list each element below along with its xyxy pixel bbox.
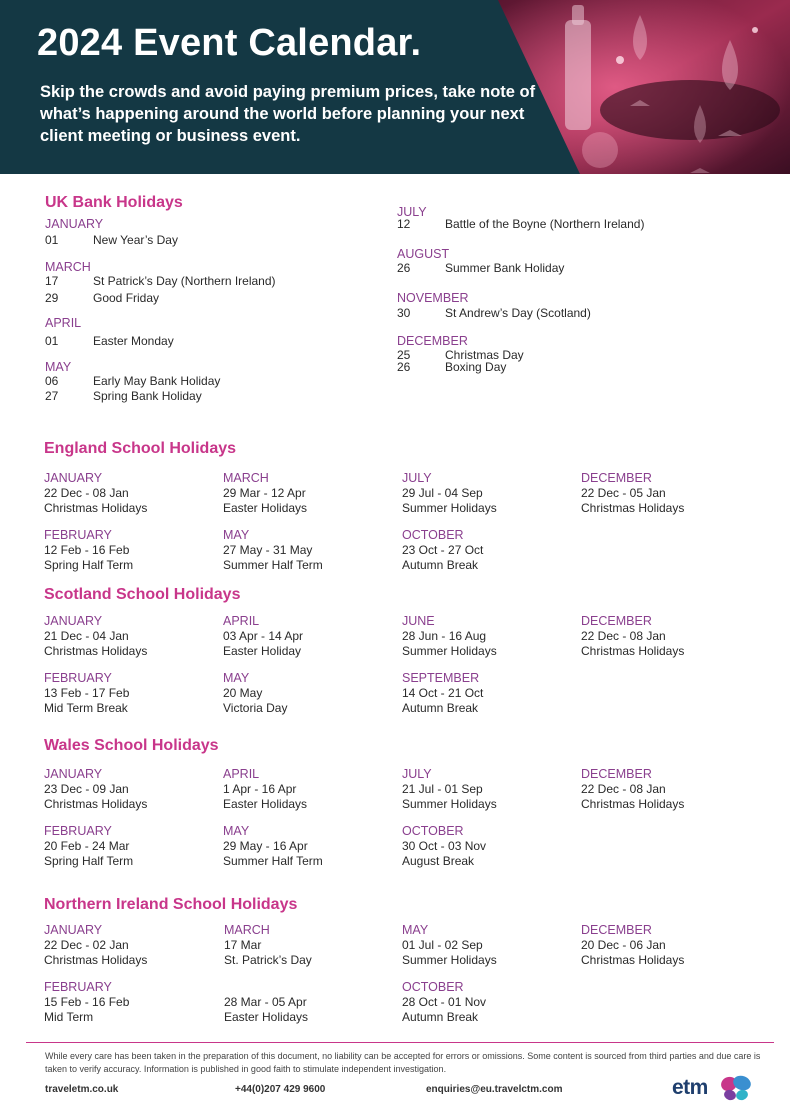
uk-row: [45, 374, 220, 388]
holiday-name: Summer Holidays: [402, 953, 497, 967]
holiday-name: Spring Half Term: [44, 854, 134, 868]
holiday-name: Christmas Holidays: [581, 953, 685, 967]
date-range: 29 Jul - 04 Sep: [402, 486, 483, 500]
england-block: [44, 471, 147, 516]
wales-block: [44, 824, 133, 869]
month-label: MAY: [402, 923, 429, 937]
uk-holiday: St Andrew’s Day (Scotland): [445, 306, 591, 320]
scotland-holidays-title: Scotland School Holidays: [44, 586, 241, 603]
month-label: OCTOBER: [402, 980, 464, 994]
england-holidays-title: England School Holidays: [44, 440, 237, 457]
month-label: APRIL: [223, 767, 260, 781]
disclaimer-text: While every care has been taken in the preparation of this document, no liability can be accepted for errors or omissions. Some content is sourced from third parties and due care is taken to verify accuracy. Information is published in good faith to stimulate independent investigation.: [45, 1051, 761, 1074]
holiday-name: St. Patrick’s Day: [224, 953, 312, 967]
month-label: JANUARY: [44, 923, 103, 937]
uk-holiday: Summer Bank Holiday: [445, 261, 565, 275]
scotland-block: [581, 614, 684, 659]
header-banner: [0, 0, 790, 174]
holiday-name: Victoria Day: [223, 701, 288, 715]
uk-row: [397, 261, 564, 275]
date-range: 20 May: [223, 686, 263, 700]
uk-row: [45, 274, 276, 288]
uk-month-may: MAY: [45, 360, 72, 374]
date-range: 22 Dec - 08 Jan: [581, 629, 666, 643]
wales-block: [44, 767, 147, 812]
ni-block: [581, 923, 684, 968]
holiday-name: Easter Holidays: [224, 1010, 309, 1024]
uk-month-march: MARCH: [45, 260, 91, 274]
uk-date: 29: [45, 291, 59, 305]
ni-block: [44, 923, 147, 968]
holiday-name: Christmas Holidays: [581, 501, 685, 515]
date-range: 22 Dec - 02 Jan: [44, 938, 129, 952]
holiday-name: Autumn Break: [402, 558, 479, 572]
month-label: MARCH: [223, 471, 269, 485]
month-label: DECEMBER: [581, 767, 652, 781]
month-label: MAY: [223, 824, 250, 838]
uk-row: [45, 291, 159, 305]
phone-number[interactable]: +44(0)207 429 9600: [235, 1084, 326, 1095]
scotland-block: [44, 614, 147, 659]
butterfly-icon: [718, 1074, 754, 1104]
date-range: 22 Dec - 08 Jan: [581, 782, 666, 796]
uk-holiday: Boxing Day: [445, 360, 507, 374]
ni-block: [44, 980, 129, 1025]
date-range: 01 Jul - 02 Sep: [402, 938, 483, 952]
date-range: 21 Jul - 01 Sep: [402, 782, 483, 796]
month-label: OCTOBER: [402, 824, 464, 838]
holiday-name: Summer Holidays: [402, 501, 497, 515]
month-label: JULY: [402, 471, 432, 485]
holiday-name: Christmas Holidays: [581, 644, 685, 658]
scotland-block: [223, 671, 287, 716]
uk-holiday: Spring Bank Holiday: [93, 389, 202, 403]
month-label: FEBRUARY: [44, 980, 112, 994]
date-range: 03 Apr - 14 Apr: [223, 629, 304, 643]
date-range: 22 Dec - 05 Jan: [581, 486, 666, 500]
uk-date: 26: [397, 261, 411, 275]
date-range: 30 Oct - 03 Nov: [402, 839, 487, 853]
england-block: [402, 471, 497, 516]
date-range: 21 Dec - 04 Jan: [44, 629, 129, 643]
uk-month-august: AUGUST: [397, 247, 450, 261]
date-range: 17 Mar: [224, 938, 262, 952]
date-range: 28 Jun - 16 Aug: [402, 629, 487, 643]
date-range: 28 Mar - 05 Apr: [224, 995, 307, 1009]
date-range: 28 Oct - 01 Nov: [402, 995, 487, 1009]
month-label: JUNE: [402, 614, 435, 628]
scotland-block: [223, 614, 303, 659]
uk-row: [45, 233, 178, 247]
uk-date: 27: [45, 389, 59, 403]
holiday-name: August Break: [402, 854, 475, 868]
uk-month-january: JANUARY: [45, 217, 104, 231]
uk-date: 25: [397, 348, 411, 362]
date-range: 12 Feb - 16 Feb: [44, 543, 130, 557]
ni-block: [224, 980, 308, 1025]
ni-holidays-title: Northern Ireland School Holidays: [44, 896, 298, 913]
date-range: 22 Dec - 08 Jan: [44, 486, 129, 500]
month-label: JANUARY: [44, 471, 103, 485]
uk-holiday: Early May Bank Holiday: [93, 374, 221, 388]
date-range: 14 Oct - 21 Oct: [402, 686, 484, 700]
england-block: [44, 528, 133, 573]
month-label: MAY: [223, 671, 250, 685]
uk-month-december: DECEMBER: [397, 334, 468, 348]
uk-date: 12: [397, 217, 411, 231]
wales-block: [581, 767, 684, 812]
uk-month-april: APRIL: [45, 316, 82, 330]
uk-row: [397, 306, 591, 320]
wales-block: [223, 824, 323, 869]
uk-date: 01: [45, 334, 59, 348]
england-block: [223, 528, 323, 573]
date-range: 27 May - 31 May: [223, 543, 313, 557]
month-label: FEBRUARY: [44, 824, 112, 838]
month-label: MARCH: [224, 923, 270, 937]
holiday-name: Christmas Holidays: [44, 501, 148, 515]
holiday-name: Summer Half Term: [223, 558, 323, 572]
month-label: DECEMBER: [581, 614, 652, 628]
holiday-name: Summer Holidays: [402, 797, 497, 811]
month-label: JANUARY: [44, 614, 103, 628]
holiday-name: Easter Holidays: [223, 501, 308, 515]
uk-date: 17: [45, 274, 59, 288]
month-label: [224, 980, 308, 995]
holiday-name: Mid Term Break: [44, 701, 128, 715]
uk-date: 30: [397, 306, 411, 320]
uk-row: [397, 360, 506, 374]
wales-block: [402, 767, 497, 812]
uk-holiday: Easter Monday: [93, 334, 174, 348]
date-range: 1 Apr - 16 Apr: [223, 782, 297, 796]
etm-logo: [672, 1074, 756, 1106]
scotland-block: [44, 671, 129, 716]
month-label: SEPTEMBER: [402, 671, 480, 685]
date-range: 23 Oct - 27 Oct: [402, 543, 484, 557]
month-label: MAY: [223, 528, 250, 542]
date-range: 20 Feb - 24 Mar: [44, 839, 130, 853]
uk-date: 06: [45, 374, 59, 388]
uk-row: [45, 334, 174, 348]
uk-date: 26: [397, 360, 411, 374]
uk-holiday: Battle of the Boyne (Northern Ireland): [445, 217, 645, 231]
uk-holiday: New Year’s Day: [93, 233, 178, 247]
wales-block: [223, 767, 307, 812]
month-label: APRIL: [223, 614, 260, 628]
page-title: 2024 Event Calendar.: [37, 22, 422, 64]
footer-divider: [26, 1042, 774, 1043]
holiday-name: Spring Half Term: [44, 558, 134, 572]
wales-block: [402, 824, 486, 869]
holiday-name: Christmas Holidays: [581, 797, 685, 811]
scotland-block: [402, 671, 483, 716]
uk-bank-holidays-title: UK Bank Holidays: [45, 194, 183, 211]
month-label: OCTOBER: [402, 528, 464, 542]
month-label: FEBRUARY: [44, 528, 112, 542]
holiday-name: Summer Half Term: [223, 854, 323, 868]
holiday-name: Easter Holiday: [223, 644, 302, 658]
date-range: 23 Dec - 09 Jan: [44, 782, 129, 796]
england-block: [402, 528, 483, 573]
date-range: 13 Feb - 17 Feb: [44, 686, 130, 700]
uk-date: 01: [45, 233, 59, 247]
holiday-name: Christmas Holidays: [44, 953, 148, 967]
month-label: JANUARY: [44, 767, 103, 781]
date-range: 29 May - 16 Apr: [223, 839, 308, 853]
holiday-name: Autumn Break: [402, 1010, 479, 1024]
uk-month-november: NOVEMBER: [397, 291, 469, 305]
month-label: DECEMBER: [581, 923, 652, 937]
england-block: [223, 471, 307, 516]
holiday-name: Autumn Break: [402, 701, 479, 715]
month-label: DECEMBER: [581, 471, 652, 485]
uk-month-july: JULY: [397, 205, 427, 219]
ni-block: [402, 980, 486, 1025]
date-range: 15 Feb - 16 Feb: [44, 995, 130, 1009]
holiday-name: Summer Holidays: [402, 644, 497, 658]
england-block: [581, 471, 684, 516]
uk-holiday: St Patrick’s Day (Northern Ireland): [93, 274, 276, 288]
scotland-block: [402, 614, 497, 659]
holiday-name: Easter Holidays: [223, 797, 308, 811]
month-label: FEBRUARY: [44, 671, 112, 685]
date-range: 29 Mar - 12 Apr: [223, 486, 306, 500]
date-range: 20 Dec - 06 Jan: [581, 938, 666, 952]
holiday-name: Christmas Holidays: [44, 644, 148, 658]
page-subtitle: Skip the crowds and avoid paying premium prices, take note of what’s happening around the world before planning your next client meeting or business event.: [40, 83, 536, 145]
logo-text: etm: [672, 1076, 708, 1099]
holiday-name: Christmas Holidays: [44, 797, 148, 811]
ni-block: [402, 923, 497, 968]
uk-row: [45, 389, 202, 403]
holiday-name: Mid Term: [44, 1010, 94, 1024]
ni-block: [224, 923, 312, 968]
email-link[interactable]: enquiries@eu.travelctm.com: [426, 1084, 563, 1095]
wales-holidays-title: Wales School Holidays: [44, 737, 219, 754]
uk-row: [397, 217, 644, 231]
uk-holiday: Christmas Day: [445, 348, 524, 362]
uk-holiday: Good Friday: [93, 291, 160, 305]
website-link[interactable]: traveletm.co.uk: [45, 1084, 119, 1095]
month-label: JULY: [402, 767, 432, 781]
